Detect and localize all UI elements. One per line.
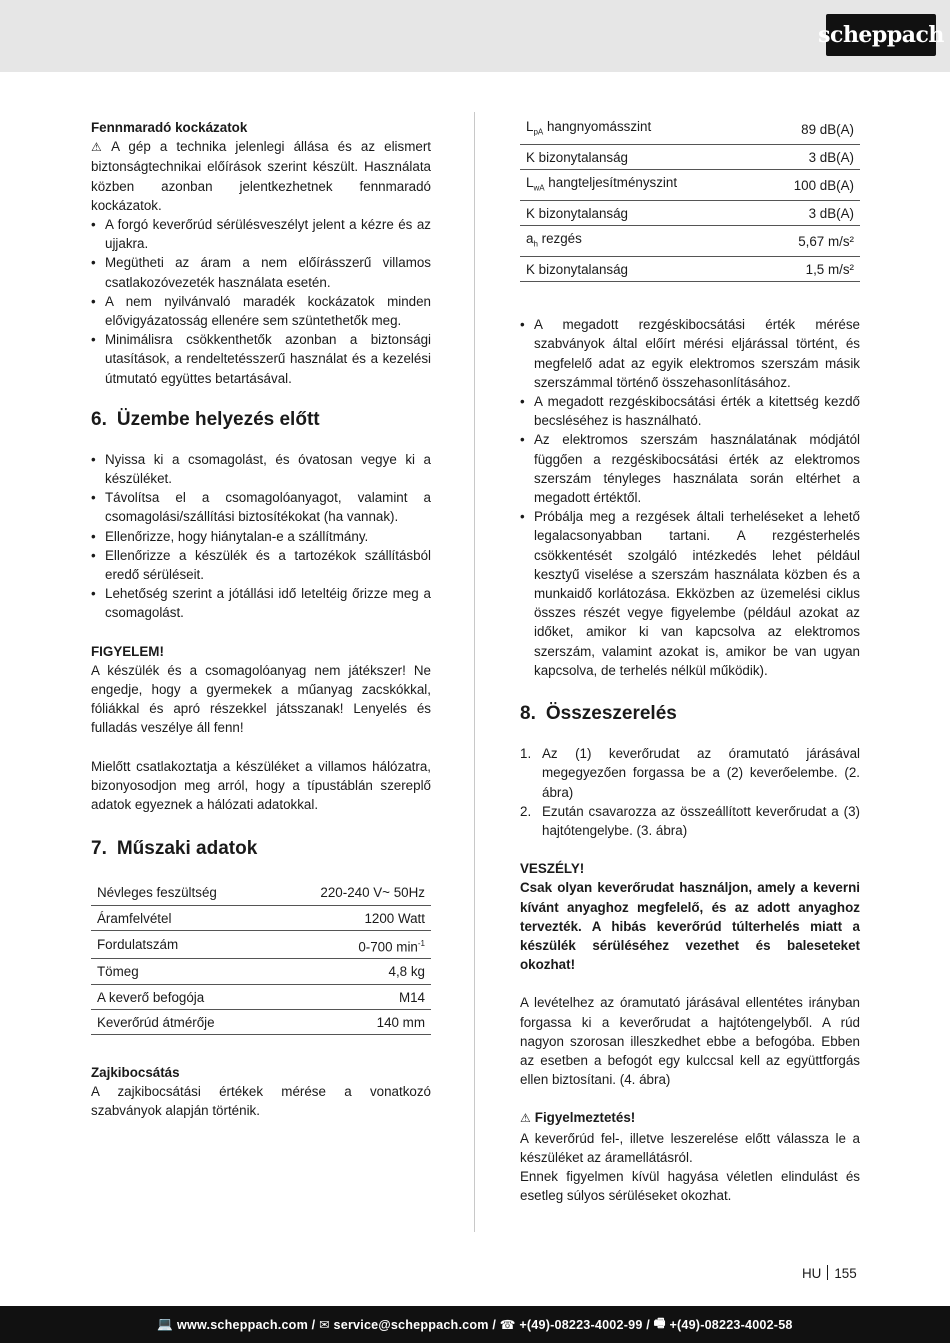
label-text: K bizonytalanság [526,262,628,278]
warning-triangle-icon: ⚠ [91,140,108,155]
list-item: • Az elektromos szerszám használatának módjától függően a rezgéskibocsátási érték az elektromos szerszám tényleges használata során eltérhet a megadott értéktől. [520,430,860,507]
table-row [520,226,860,257]
spec-label: A keverő befogója [91,984,271,1009]
list-item: • Ellenőrizze, hogy hiánytalan-e a szállítmány. [91,527,431,546]
symbol-subscript: wA [533,183,545,193]
logo-text: scheppach [818,22,944,48]
section-title: Üzembe helyezés előtt [116,408,320,430]
list-item: • A megadott rezgéskibocsátási érték a kitettség kezdő becsléséhez is használható. [520,392,860,430]
warning-triangle-icon: ⚠ [520,1111,531,1126]
spec-value: 0-700 min [358,939,418,955]
warning-heading [520,1108,860,1128]
table-row [91,1009,431,1034]
spec-label: Névleges feszültség [91,880,271,905]
section-number: 7. [91,838,107,860]
danger-text: Csak olyan keverőrudat használjon, amely a keverni kívánt anyaghoz megfelelő, és az adott anyaghoz tervezték. A hibás keverőrúd túlterhelés miatt a készülék sérüléséhez vezethet és baleseteket okozhat! [520,880,860,973]
section-title: Műszaki adatok [116,838,258,860]
section-6-heading [91,408,431,432]
fax-icon: 🖷 [653,1316,670,1330]
noise-value: 5,67 m/s² [756,226,860,257]
noise-value: 1,5 m/s² [756,257,860,282]
right-column [520,114,860,1205]
fax-number: +(49)-08223-4002-58 [669,1317,793,1332]
header-bar [0,0,950,72]
attention-title: FIGYELEM! [91,643,164,659]
noise-value: 89 dB(A) [756,114,860,144]
list-item: • A megadott rezgéskibocsátási érték mérése szabványok által előírt mérési eljárással történt, és megfelelő adat az egyik elektromos szerszám másik szerszámmal történő összehasonlításához. [520,315,860,392]
noise-value: 100 dB(A) [756,170,860,201]
list-item: • Lehetőség szerint a jótállási idő leteltéig őrizze meg a csomagolást. [91,584,431,622]
residual-risks-title: Fennmaradó kockázatok [91,120,248,135]
label-text: hangnyomásszint [543,119,652,134]
spec-label: Fordulatszám [91,930,271,959]
section-number: 8. [520,703,536,725]
list-item: • Minimálisra csökkenthetők azonban a biztonsági utasítások, a rendeltetésszerű használat és a kezelési útmutató együttes betartásával. [91,330,431,388]
noise-label [520,200,756,225]
spec-value: 1200 Watt [271,905,431,930]
page-number-value: 155 [834,1266,857,1281]
residual-risks-intro [91,137,431,215]
removal-text: A levételhez az óramutató járásával ellentétes irányban forgassa ki a keverőrudat a hajtótengelyből. A rúd nagyon szorosan illeszkedhet ebbe a befogóba. Ebben az esetben a befogót egy kulccsal kell az együttforgás ellen biztosítani. (4. ábra) [520,995,860,1088]
table-row [520,200,860,225]
step-number: 2. [520,803,532,819]
section-title: Összeszerelés [545,703,677,725]
section-number: 6. [91,408,107,430]
danger-title: VESZÉLY! [520,861,585,877]
warning-line: A keverőrúd fel-, illetve leszerelése előtt válassza le a készüléket az áramellátásról. [520,1130,860,1165]
symbol-subscript: pA [533,127,544,137]
symbol: L [526,175,534,191]
table-row [91,959,431,984]
scheppach-logo [818,14,944,56]
email-icon: ✉ [319,1318,334,1332]
table-row [520,114,860,144]
language-code: HU [802,1266,822,1281]
symbol: a [526,231,534,247]
list-item: • Nyissa ki a csomagolást, és óvatosan vegye ki a készüléket. [91,450,431,488]
monitor-icon: 💻 [157,1317,177,1331]
step-text: Ezután csavarozza az összeállított keverőrudat a (3) hajtótengelybe. (3. ábra) [542,803,860,838]
connection-note: Mielőtt csatlakoztatja a készüléket a villamos hálózatra, bizonyosodjon meg arról, hogy a típustáblán szereplő adatok egyeznek a hálózati adatokkal. [91,758,431,813]
noise-data-table [520,114,860,282]
spec-value: 220-240 V~ 50Hz [271,880,431,905]
spec-label: Keverőrúd átmérője [91,1009,271,1034]
list-item: • Ellenőrizze a készülék és a tartozékok szállításból eredő sérüléseit. [91,546,431,584]
phone-number[interactable]: +(49)-08223-4002-99 [519,1317,643,1332]
before-start-list [91,450,431,623]
spec-value: 4,8 kg [271,959,431,984]
table-row [91,880,431,905]
footer-separator: / [488,1317,500,1332]
step-text: Az (1) keverőrudat az óramutató járásával megegyezően forgassa be a (2) keverőelembe. (2. ábra) [542,746,860,800]
left-column [91,118,431,1121]
warning-title: Figyelmeztetés! [534,1110,636,1126]
noise-label [520,257,756,282]
label-text: K bizonytalanság [526,149,628,165]
noise-value: 3 dB(A) [756,144,860,169]
step-number: 1. [520,746,532,762]
spec-value: 140 mm [271,1009,431,1034]
table-row [520,257,860,282]
phone-icon: ☎ [499,1318,520,1332]
spec-value-cell [271,930,431,959]
table-row [91,905,431,930]
warning-line: Ennek figyelmen kívül hagyása véletlen elindulást és esetleg súlyos sérüléseket okozhat. [520,1168,860,1204]
residual-risks-list [91,215,431,388]
noise-label [520,114,756,144]
attention-text: A készülék és a csomagolóanyag nem játékszer! Ne engedje, hogy a gyermekek a műanyag zacskókkal, fóliákkal és apró részekkel játsszanak! Lenyelés és fulladás veszélye áll fenn! [91,662,431,736]
website-link[interactable]: www.scheppach.com [176,1317,308,1332]
label-text: rezgés [537,231,582,247]
noise-emission-text: A zajkibocsátási értékek mérése a vonatkozó szabványok alapján történik. [91,1084,431,1119]
spec-label: Tömeg [91,959,271,984]
table-row [520,170,860,201]
label-text: K bizonytalanság [526,205,628,221]
list-item: • Próbálja meg a rezgések általi terheléseket a lehető legalacsonyabban tartani. A rezgésterhelés csökkentését szolgáló intézkedés lehet például kesztyű viselése a szerszám használata közben és a munkaidő korlátozása. Ekközben az üzemelési ciklus összes részét vegye figyelembe (például azokat az időket, amikor ki van kapcsolva az elektromos szerszám, valamint azokat is, amikor be van ugyan kapcsolva, de terhelés nélkül működik). [520,507,860,680]
list-item: • Megütheti az áram a nem előírásszerű villamos csatlakozóvezeték használata esetén. [91,253,431,291]
table-row [91,930,431,959]
assembly-steps [520,744,860,840]
symbol: L [526,119,534,134]
technical-data-table [91,880,431,1035]
symbol-subscript: h [533,239,538,249]
spec-value: M14 [271,984,431,1009]
vibration-notes-list [520,315,860,680]
footer-bar [0,1306,950,1343]
noise-label [520,170,756,201]
email-link[interactable]: service@scheppach.com [333,1317,489,1332]
noise-value: 3 dB(A) [756,200,860,225]
table-row [520,144,860,169]
noise-emission-title: Zajkibocsátás [91,1064,180,1080]
page-number-separator [827,1265,828,1280]
list-item: • A forgó keverőrúd sérülésveszélyt jelent a kézre és az ujjakra. [91,215,431,253]
spec-value-exponent: -1 [417,938,425,948]
column-divider [474,112,475,1232]
section-7-heading [91,837,431,861]
section-8-heading [520,702,860,726]
list-item: • A nem nyilvánvaló maradék kockázatok minden elővigyázatosság ellenére sem szüntethetők meg. [91,292,431,330]
step-item [520,802,860,840]
residual-intro-text: A gép a technika jelenlegi állása és az elismert biztonságtechnikai előírások szerint készült. Használata közben azonban jelentkezhetnek fennmaradó kockázatok. [91,139,431,213]
label-text: hangteljesítményszint [544,175,678,191]
footer-separator: / [307,1317,320,1332]
list-item: • Távolítsa el a csomagolóanyagot, valamint a csomagolási/szállítási biztosítékokat (ha vannak). [91,488,431,526]
footer-separator: / [642,1317,654,1332]
table-row [91,984,431,1009]
spec-label: Áramfelvétel [91,905,271,930]
page-number [802,1265,857,1281]
noise-label [520,226,756,257]
noise-label [520,144,756,169]
step-item [520,744,860,802]
